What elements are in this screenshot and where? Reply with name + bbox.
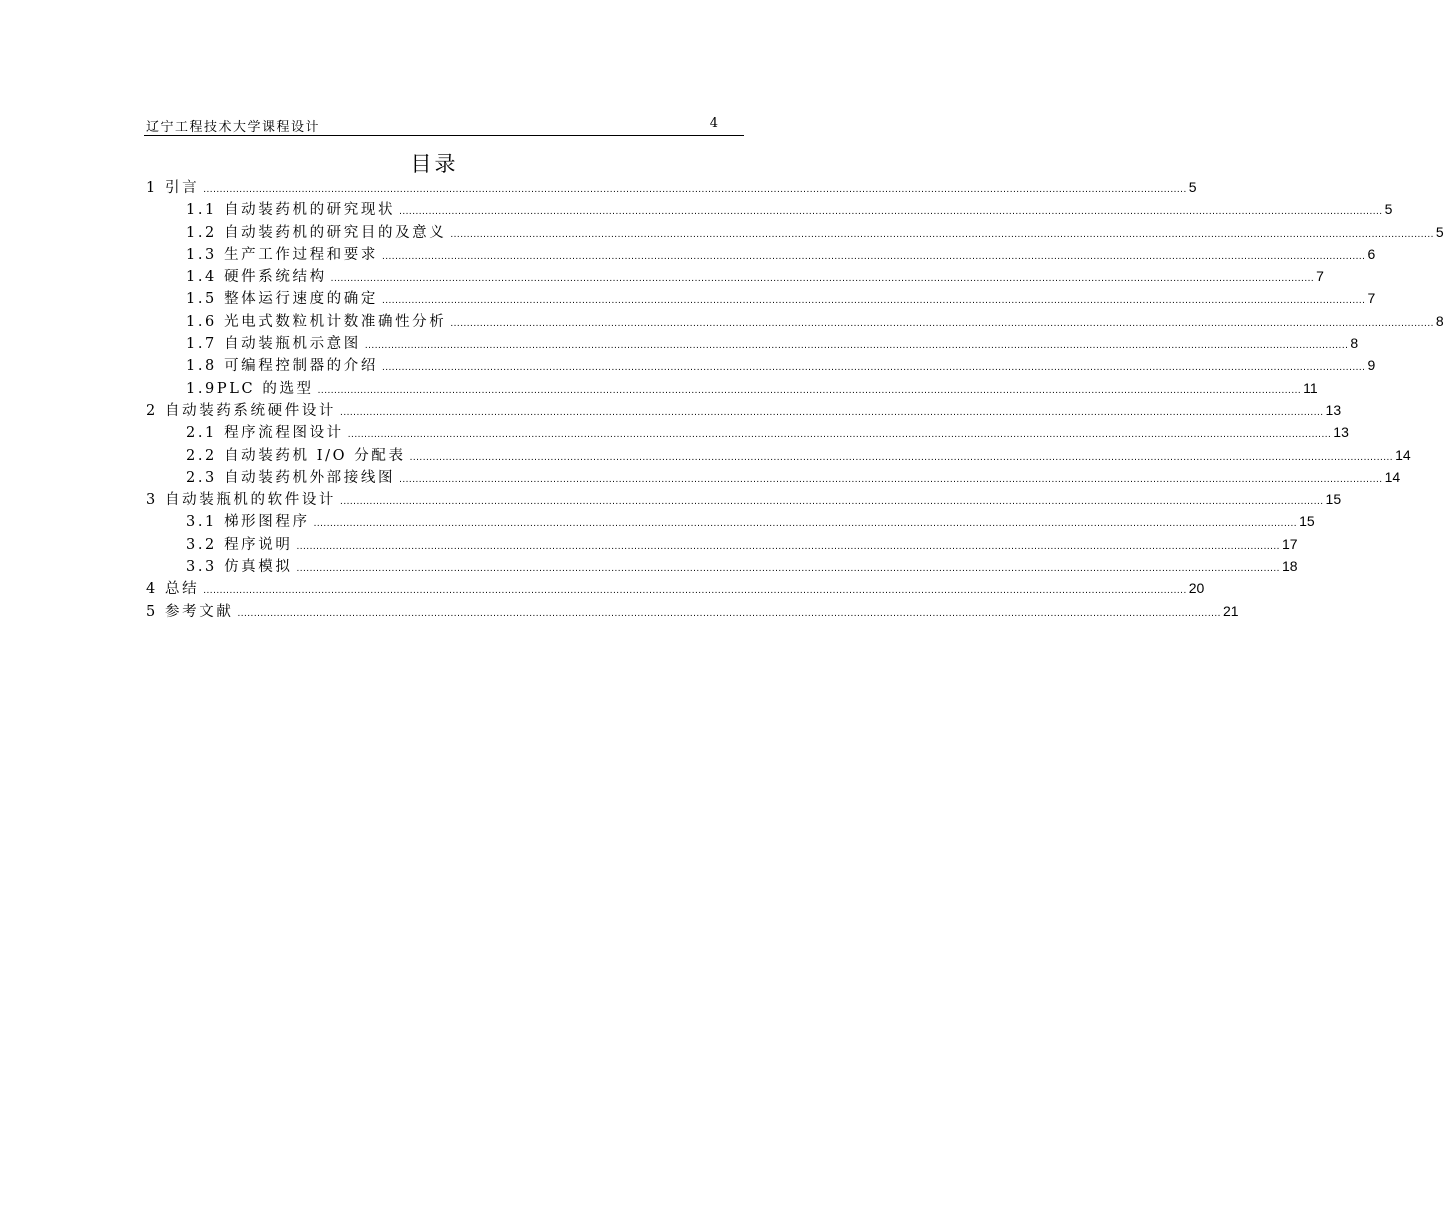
toc-leader-dots: ............................................................................................................................................................................................................................................................................................................ <box>347 429 1332 441</box>
toc-entry[interactable] <box>146 421 1349 443</box>
toc-leader-dots: ............................................................................................................................................................................................................................................................................................................ <box>296 540 1280 552</box>
toc-entry-label: 1.9PLC 的选型 <box>186 380 314 397</box>
toc-leader-dots: ............................................................................................................................................................................................................................................................................................................ <box>409 451 1394 463</box>
toc-entry-page: 11 <box>1303 379 1318 396</box>
table-of-contents <box>146 176 1444 622</box>
toc-entry-page: 5 <box>1384 201 1393 218</box>
toc-entry-label: 4 总结 <box>146 581 200 598</box>
toc-entry[interactable] <box>146 198 1393 220</box>
toc-entry[interactable] <box>146 354 1376 376</box>
toc-entry-page: 8 <box>1435 312 1444 329</box>
toc-leader-dots: ............................................................................................................................................................................................................................................................................................................ <box>317 384 1302 396</box>
toc-entry-page: 15 <box>1325 491 1342 508</box>
toc-entry-label: 3.2 程序说明 <box>186 536 293 553</box>
toc-entry-page: 13 <box>1325 401 1342 418</box>
toc-entry-label: 3.1 梯形图程序 <box>186 514 310 531</box>
toc-entry-page: 17 <box>1281 535 1298 552</box>
toc-entry[interactable] <box>146 577 1205 599</box>
toc-leader-dots: ............................................................................................................................................................................................................................................................................................................ <box>203 184 1187 195</box>
toc-entry-label: 1.2 自动装药机的研究目的及意义 <box>186 224 447 241</box>
toc-leader-dots: ............................................................................................................................................................................................................................................................................................................ <box>203 585 1187 597</box>
toc-entry-page: 15 <box>1299 513 1315 530</box>
toc-entry-label: 2.2 自动装药机 I/O 分配表 <box>186 447 406 464</box>
toc-entry[interactable] <box>146 287 1376 309</box>
header-page-number: 4 <box>709 116 718 131</box>
toc-entry[interactable] <box>146 600 1239 622</box>
toc-entry[interactable] <box>146 399 1342 421</box>
toc-entry[interactable] <box>146 310 1444 332</box>
toc-entry-page: 8 <box>1350 335 1359 352</box>
toc-entry[interactable] <box>146 243 1376 265</box>
toc-entry[interactable] <box>146 176 1197 198</box>
toc-entry-page: 13 <box>1333 424 1349 441</box>
page-header <box>144 114 744 136</box>
toc-entry-page: 9 <box>1367 357 1376 374</box>
toc-entry[interactable] <box>146 533 1298 555</box>
toc-entry-label: 1.7 自动装瓶机示意图 <box>186 336 361 353</box>
toc-entry-page: 5 <box>1188 179 1197 195</box>
header-title: 辽宁工程技术大学课程设计 <box>146 120 321 135</box>
toc-entry-page: 6 <box>1367 245 1376 262</box>
toc-leader-dots: ............................................................................................................................................................................................................................................................................................................ <box>340 406 1324 418</box>
toc-entry-page: 14 <box>1395 446 1411 463</box>
toc-entry[interactable] <box>146 488 1342 510</box>
toc-entry-label: 1.1 自动装药机的研究现状 <box>186 202 396 219</box>
toc-entry-page: 7 <box>1316 268 1324 285</box>
toc-leader-dots: ............................................................................................................................................................................................................................................................................................................ <box>381 250 1366 262</box>
toc-entry-label: 1.3 生产工作过程和要求 <box>186 246 378 263</box>
toc-entry[interactable] <box>146 332 1359 354</box>
toc-leader-dots: ............................................................................................................................................................................................................................................................................................................ <box>381 362 1366 374</box>
toc-leader-dots: ............................................................................................................................................................................................................................................................................................................ <box>450 317 1434 329</box>
toc-entry-label: 1.4 硬件系统结构 <box>186 269 327 286</box>
toc-leader-dots: ............................................................................................................................................................................................................................................................................................................ <box>296 563 1280 575</box>
toc-entry[interactable] <box>146 265 1324 287</box>
toc-entry-label: 1.8 可编程控制器的介绍 <box>186 358 378 375</box>
toc-entry-label: 1.6 光电式数粒机计数准确性分析 <box>186 313 447 330</box>
toc-entry[interactable] <box>146 510 1315 532</box>
toc-entry-page: 14 <box>1384 468 1401 485</box>
toc-leader-dots: ............................................................................................................................................................................................................................................................................................................ <box>313 518 1298 530</box>
toc-leader-dots: ............................................................................................................................................................................................................................................................................................................ <box>450 228 1434 240</box>
toc-leader-dots: ............................................................................................................................................................................................................................................................................................................ <box>237 607 1221 619</box>
toc-entry-label: 3.3 仿真模拟 <box>186 559 293 576</box>
toc-entry-label: 3 自动装瓶机的软件设计 <box>146 492 337 509</box>
toc-leader-dots: ............................................................................................................................................................................................................................................................................................................ <box>399 206 1383 218</box>
toc-entry-label: 2.1 程序流程图设计 <box>186 425 344 442</box>
toc-leader-dots: ............................................................................................................................................................................................................................................................................................................ <box>330 273 1315 285</box>
toc-entry-label: 1 引言 <box>146 180 200 196</box>
toc-entry-page: 5 <box>1435 223 1444 240</box>
toc-title: 目录 <box>410 152 459 176</box>
toc-entry-label: 1.5 整体运行速度的确定 <box>186 291 378 308</box>
toc-leader-dots: ............................................................................................................................................................................................................................................................................................................ <box>399 473 1383 485</box>
toc-leader-dots: ............................................................................................................................................................................................................................................................................................................ <box>381 295 1366 307</box>
toc-entry-page: 20 <box>1188 580 1205 597</box>
toc-leader-dots: ............................................................................................................................................................................................................................................................................................................ <box>340 496 1324 508</box>
toc-entry-label: 5 参考文献 <box>146 603 234 620</box>
toc-entry[interactable] <box>146 377 1318 399</box>
toc-leader-dots: ............................................................................................................................................................................................................................................................................................................ <box>364 340 1349 352</box>
toc-entry-label: 2.3 自动装药机外部接线图 <box>186 469 396 486</box>
toc-entry-page: 18 <box>1281 558 1298 575</box>
toc-entry[interactable] <box>146 444 1411 466</box>
toc-entry-page: 21 <box>1222 602 1239 619</box>
toc-entry[interactable] <box>146 221 1444 243</box>
toc-entry[interactable] <box>146 555 1298 577</box>
toc-entry-label: 2 自动装药系统硬件设计 <box>146 402 337 419</box>
toc-entry[interactable] <box>146 466 1401 488</box>
toc-entry-page: 7 <box>1367 290 1376 307</box>
